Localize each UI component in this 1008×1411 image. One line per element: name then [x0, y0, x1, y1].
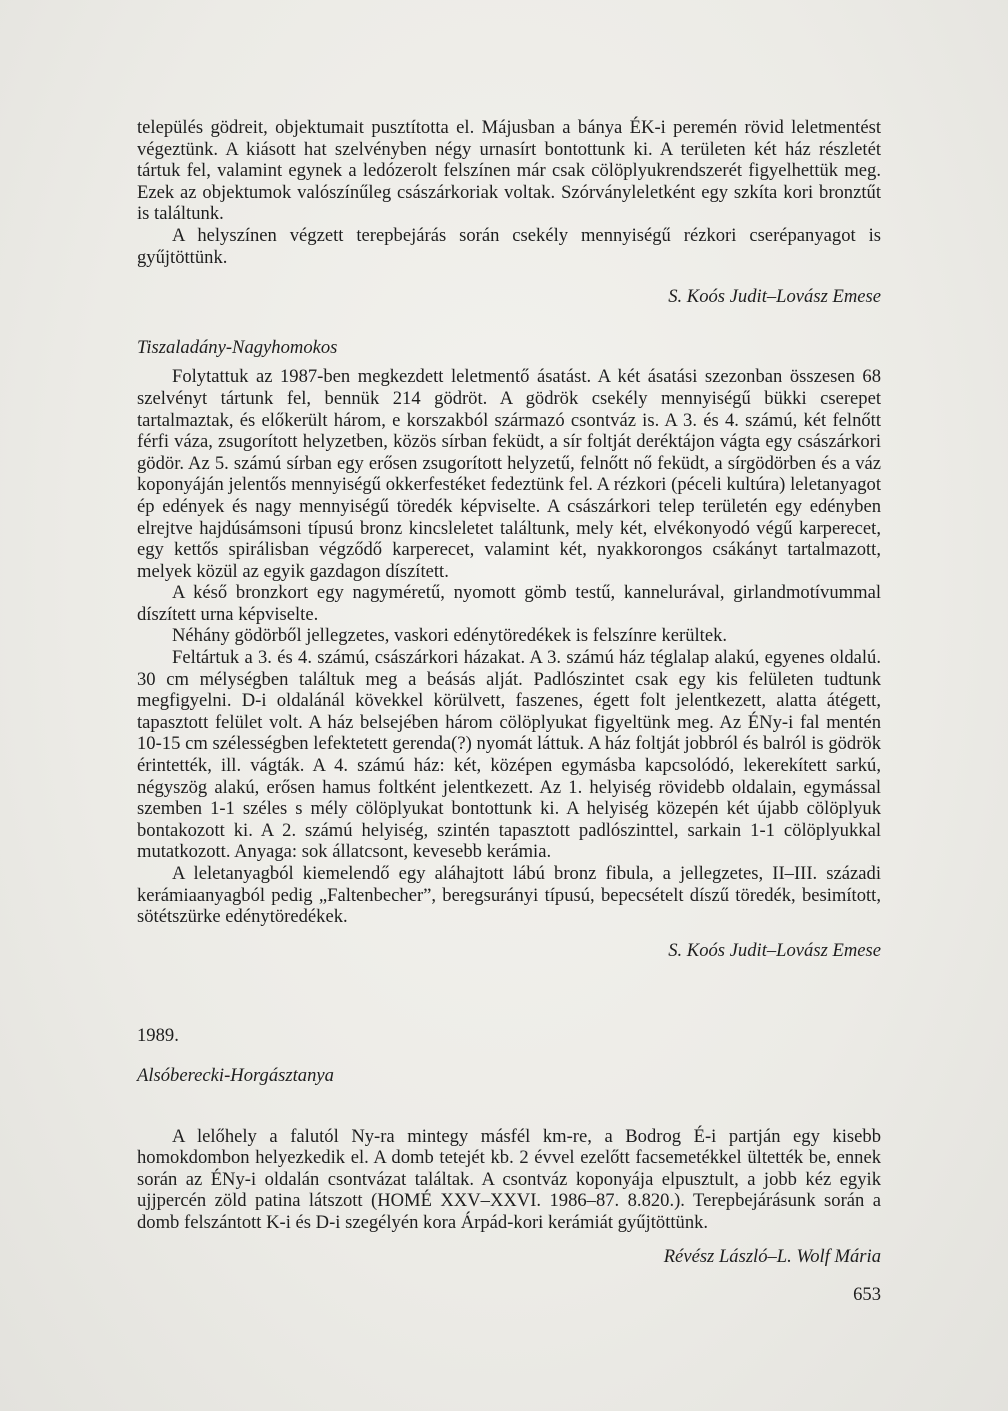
year-heading: 1989. [137, 1025, 179, 1047]
page-number: 653 [853, 1284, 881, 1305]
site-heading: Tiszaladány-Nagyhomokos [137, 336, 338, 358]
author-signature: S. Koós Judit–Lovász Emese [668, 286, 881, 308]
body-paragraph: A késő bronzkort egy nagyméretű, nyomott gömb testű, kannelurával, girlandmotívummal díszített urna képviselte. [137, 582, 881, 625]
body-paragraph: Folytattuk az 1987-ben megkezdett leletmentő ásatást. A két ásatási szezonban összesen 68 szelvényt tártunk fel, bennük 214 gödröt. A gödrök csekély mennyiségű bükki cserepet tartalmaztak, és előkerült három, e korszakból származó csontváz is. A 3. és 4. számú, két felnőtt férfi váza, zsugorított helyzetben, közös sírban feküdt, a sír foltját deréktájon vágta egy császárkori gödör. Az 5. számú sírban egy erősen zsugorított helyzetű, felnőtt nő feküdt, a sírgödörben és a váz koponyáján jelentős mennyiségű okkerfestéket fedeztünk fel. A rézkori (péceli kultúra) leletanyagot ép edények és nagy mennyiségű töredék képviselte. A császárkori telep területén egy edényben elrejtve hajdúsámsoni típusú bronz kincsleletet találtunk, mely két, elvékonyodó végű karperecet, egy kettős spirálisban végződő karperecet, valamint két, nyakkorongos csákányt tartalmazott, melyek közül az egyik gazdagon díszített. [137, 366, 881, 582]
report-continuation [137, 117, 881, 308]
body-paragraph: A lelőhely a falutól Ny-ra mintegy másfél km-re, a Bodrog É-i partján egy kisebb homokdombon helyezkedik el. A domb tetejét kb. 2 évvel ezelőtt facsemetékkel ültették be, ennek során az ÉNy-i oldalán csontvázat találtak. A csontváz koponyája elpusztult, a jobb kéz egyik ujjpercén zöld patina látszott (HOMÉ XXV–XXVI. 1986–87. 8.820.). Terepbejárásunk során a domb felszántott K-i és D-i szegélyén kora Árpád-kori kerámiát gyűjtöttünk. [137, 1125, 881, 1233]
body-paragraph: Feltártuk a 3. és 4. számú, császárkori házakat. A 3. számú ház téglalap alakú, egyenes oldalú. 30 cm mélységben találtuk meg a beásás alját. Padlószintet csak egy kis felületen tudtunk megfigyelni. D-i oldalánál kövekkel körülvett, faszenes, égett folt jelentkezett, alatta átégett, tapasztott felület volt. A ház belsejében három cölöplyukat figyeltünk meg. Az ÉNy-i fal mentén 10-15 cm szélességben lefektetett gerenda(?) nyomát láttuk. A ház foltját jobbról és balról is gödrök érintették, ill. vágták. A 4. számú ház: két, középen egymásba kapcsolódó, lekerekített sarkú, négyszög alakú, erősen hamus foltként jelentkezett. Az 1. helyiség rövidebb oldalain, egymással szemben 1-1 széles s mély cölöplyukat bontottunk ki. A helyiség közepén két újabb cölöplyuk bontakozott ki. A 2. számú helyiség, szintén tapasztott padlószinttel, sarkain 1-1 cölöplyukkal mutatkozott. Anyaga: sok állatcsont, kevesebb kerámia. [137, 647, 881, 863]
author-signature: S. Koós Judit–Lovász Emese [668, 939, 881, 961]
body-paragraph: A helyszínen végzett terepbejárás során csekély mennyiségű rézkori cserépanyagot is gyűjtöttünk. [137, 224, 881, 268]
report-tiszaladany [137, 337, 881, 962]
article-body [137, 117, 881, 1267]
body-paragraph: A leletanyagból kiemelendő egy aláhajtott lábú bronz fibula, a jellegzetes, II–III. századi kerámiaanyagból pedig „Faltenbecher”, beregsurányi típusú, bepecsételt díszű töredék, besimított, sötétszürke edénytöredékek. [137, 863, 881, 928]
body-paragraph: település gödreit, objektumait pusztította el. Májusban a bánya ÉK-i peremén rövid leletmentést végeztünk. A kiásott hat szelvényben négy urnasírt bontottunk ki. A területen két ház részletét tártuk fel, valamint egynek a ledózerolt felszínen már csak cölöplyukrendszerét figyelhettük meg. Ezek az objektumok valószínűleg császárkoriak voltak. Szórványleletként egy szkíta kori bronztűt is találtunk. [137, 117, 881, 225]
body-paragraph: Néhány gödörből jellegzetes, vaskori edénytöredékek is felszínre kerültek. [172, 625, 728, 647]
report-alsoberecki [137, 1025, 881, 1267]
site-heading: Alsóberecki-Horgásztanya [137, 1064, 334, 1086]
author-signature: Révész László–L. Wolf Mária [663, 1245, 881, 1267]
